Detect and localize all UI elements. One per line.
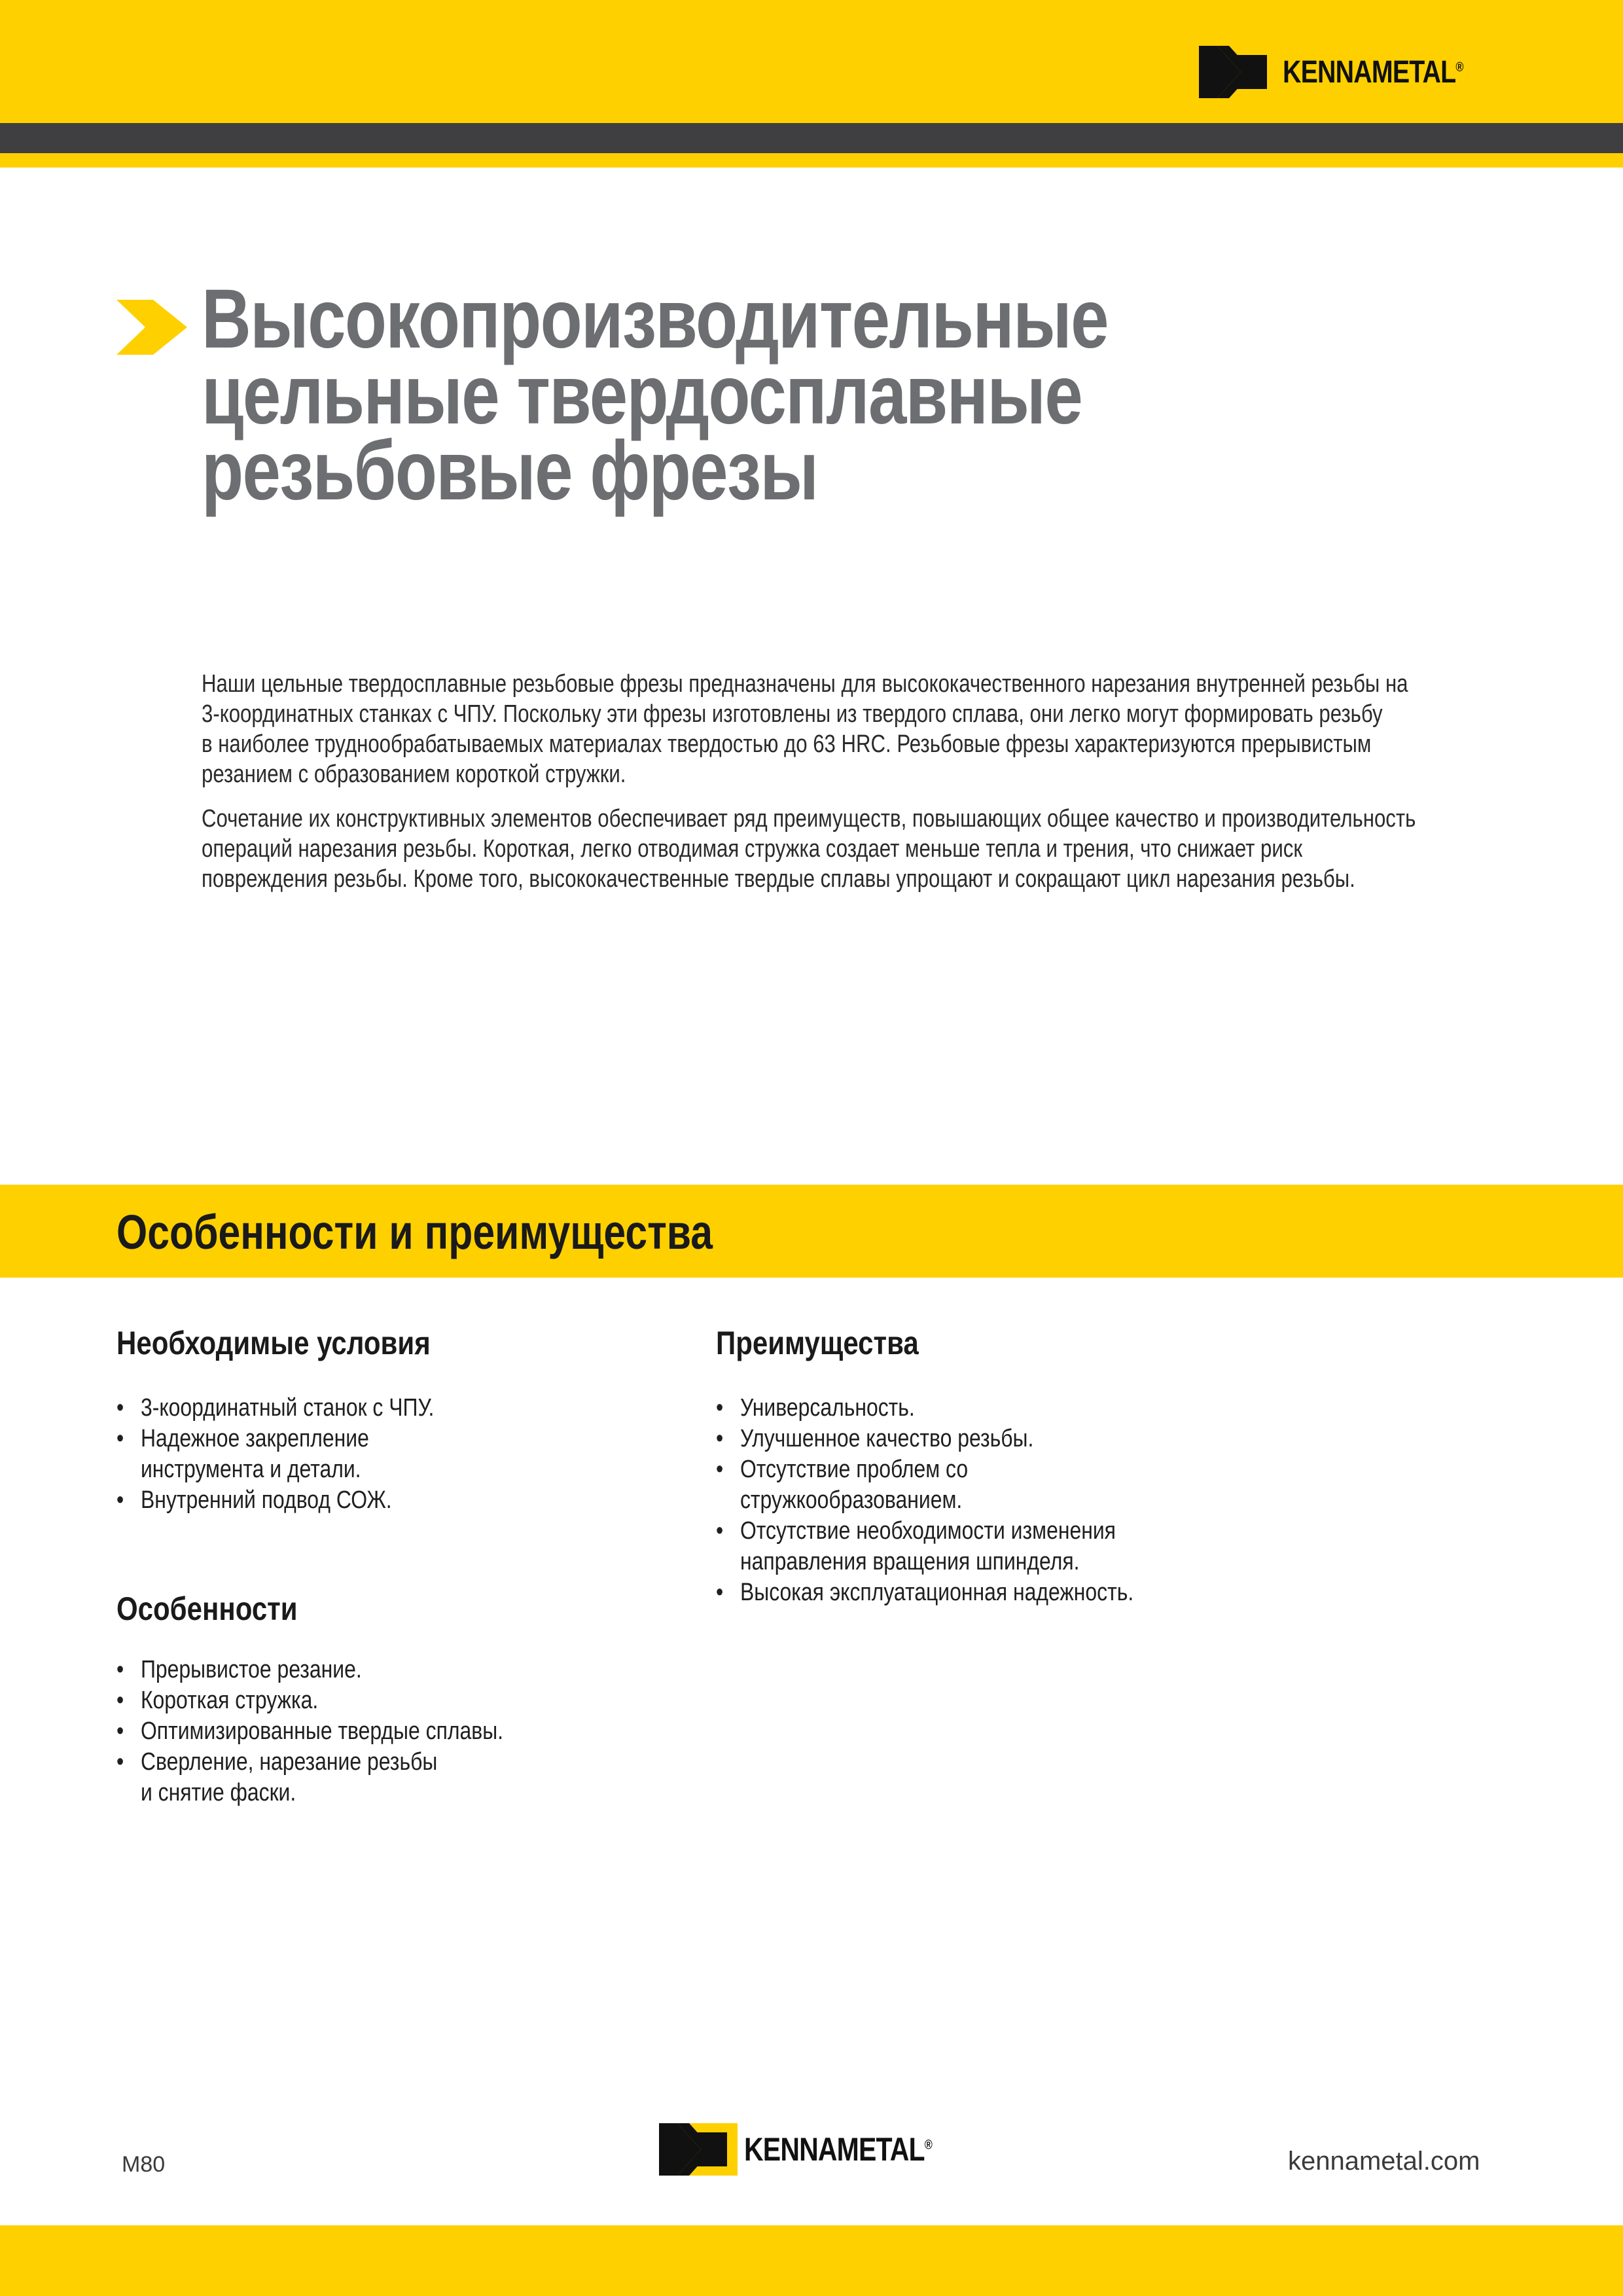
title-chevron-icon xyxy=(116,300,187,355)
features-section-title: Особенности и преимущества xyxy=(116,1205,713,1259)
requirements-list xyxy=(116,1393,666,1516)
footer-band xyxy=(0,2225,1623,2296)
header-thin-stripe xyxy=(0,153,1623,168)
features-list xyxy=(116,1655,666,1808)
brand-logo-footer xyxy=(658,2123,973,2176)
advantages-heading: Преимущества xyxy=(716,1325,919,1361)
intro-paragraph-1 xyxy=(202,669,1452,789)
brand-wordmark: KENNAMETAL® xyxy=(744,2131,933,2168)
kennametal-k-icon xyxy=(658,2123,739,2176)
page-title-line: резьбовые фрезы xyxy=(202,424,818,518)
list-item: • Внутренний подвод СОЖ. xyxy=(116,1485,666,1516)
intro-line: 3-координатных станках с ЧПУ. Поскольку эти фрезы изготовлены из твердого сплава, они легко могут формировать резьбу xyxy=(202,700,1383,728)
intro-line: операций нарезания резьбы. Короткая, легко отводимая стружка создает меньше тепла и трения, что снижает риск xyxy=(202,835,1302,863)
list-item: • Улучшенное качество резьбы. xyxy=(716,1424,1321,1454)
intro-line: резанием с образованием короткой стружки. xyxy=(202,761,626,788)
list-item: • Надежное закрепление инструмента и детали. xyxy=(116,1424,666,1485)
requirements-heading: Необходимые условия xyxy=(116,1325,431,1361)
brand-wordmark: KENNAMETAL® xyxy=(1283,54,1463,90)
list-item: • Отсутствие необходимости изменения направления вращения шпинделя. xyxy=(716,1516,1321,1577)
advantages-list xyxy=(716,1393,1321,1608)
intro-line: повреждения резьбы. Кроме того, высококачественные твердые сплавы упрощают и сокращают цикл нарезания резьбы. xyxy=(202,865,1355,893)
list-item: • Прерывистое резание. xyxy=(116,1655,666,1685)
list-item: • 3-координатный станок с ЧПУ. xyxy=(116,1393,666,1424)
list-item: • Короткая стружка. xyxy=(116,1685,666,1716)
intro-paragraph-2 xyxy=(202,804,1452,894)
kennametal-k-icon xyxy=(1199,46,1277,98)
brand-logo-header xyxy=(1199,46,1503,98)
header-dark-stripe xyxy=(0,123,1623,153)
intro-line: в наиболее труднообрабатываемых материалах твердостью до 63 HRC. Резьбовые фрезы характеризуются прерывистым xyxy=(202,730,1372,758)
intro-line: Сочетание их конструктивных элементов обеспечивает ряд преимуществ, повышающих общее качество и производительность xyxy=(202,805,1416,833)
page-number: M80 xyxy=(122,2152,166,2177)
intro-text xyxy=(202,669,1452,908)
list-item: • Оптимизированные твердые сплавы. xyxy=(116,1716,666,1747)
page-title-line: Высокопроизводительные xyxy=(202,272,1108,366)
page-title-line: цельные твердосплавные xyxy=(202,348,1082,442)
list-item: • Высокая эксплуатационная надежность. xyxy=(716,1577,1321,1608)
list-item: • Сверление, нарезание резьбы и снятие фаски. xyxy=(116,1747,666,1808)
page-title xyxy=(202,272,1248,518)
list-item: • Универсальность. xyxy=(716,1393,1321,1424)
intro-line: Наши цельные твердосплавные резьбовые фрезы предназначены для высококачественного нарезания внутренней резьбы на xyxy=(202,670,1408,698)
features-heading: Особенности xyxy=(116,1590,298,1627)
website-link[interactable]: kennametal.com xyxy=(1288,2147,1480,2176)
list-item: • Отсутствие проблем со стружкообразованием. xyxy=(716,1454,1321,1516)
